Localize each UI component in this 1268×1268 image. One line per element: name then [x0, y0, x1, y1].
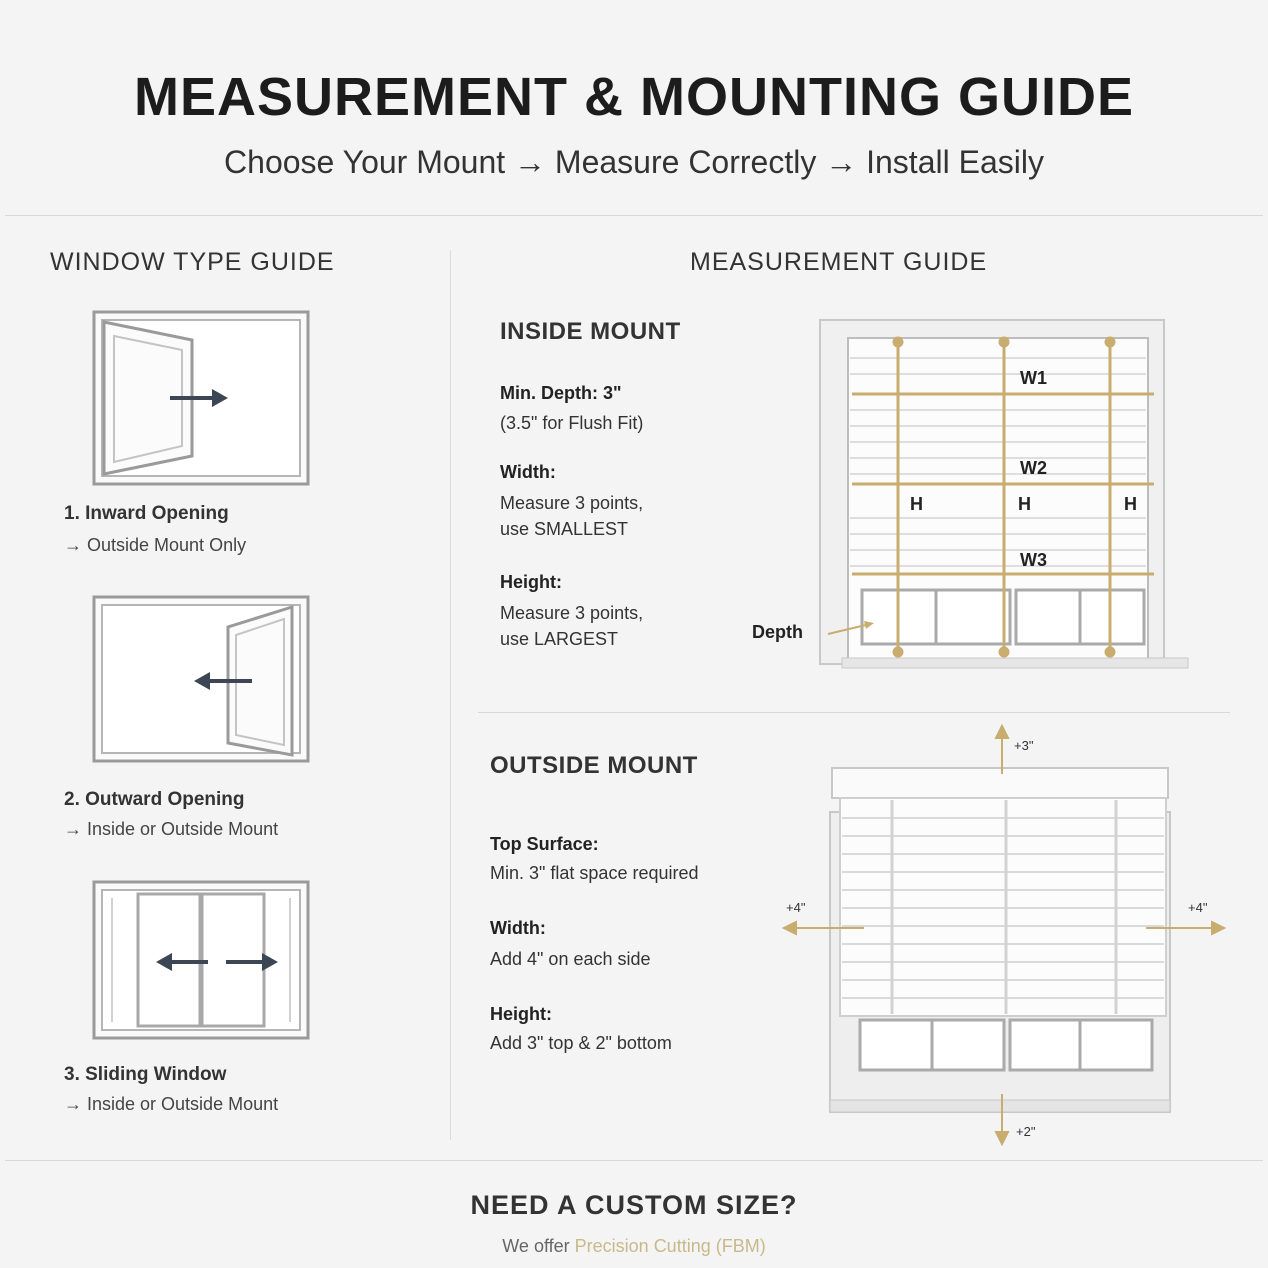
inward-window-icon	[92, 310, 310, 486]
custom-size-heading: NEED A CUSTOM SIZE?	[470, 1190, 798, 1220]
header-divider	[5, 215, 1263, 216]
inside-w1-label: W1	[1020, 368, 1047, 388]
depth-arrow-icon	[826, 618, 876, 638]
inside-height-line2: use LARGEST	[500, 629, 619, 649]
inside-w2-label: W2	[1020, 458, 1047, 478]
page-title: MEASUREMENT & MOUNTING GUIDE	[134, 67, 1134, 127]
inside-width-line2: use SMALLEST	[500, 519, 629, 539]
window-type-note-1: → Outside Mount Only	[64, 535, 247, 555]
inside-width-line1: Measure 3 points,	[500, 493, 644, 513]
inside-mount-heading: INSIDE MOUNT	[500, 318, 681, 345]
outward-window-icon	[92, 595, 310, 763]
outside-mount-heading: OUTSIDE MOUNT	[490, 752, 698, 779]
inside-width-label: Width:	[500, 462, 556, 482]
outside-top-dim: +3"	[1014, 738, 1034, 753]
window-type-label-2: 2. Outward Opening	[64, 789, 245, 810]
outside-top-label: Top Surface:	[490, 834, 599, 854]
outside-bottom-dim: +2"	[1016, 1124, 1036, 1139]
inside-h3-label: H	[1124, 494, 1137, 514]
inside-depth-label: Min. Depth: 3"	[500, 383, 622, 403]
inside-h1-label: H	[910, 494, 923, 514]
outside-width-text: Add 4" on each side	[490, 949, 651, 969]
measurement-guide-heading: MEASUREMENT GUIDE	[690, 248, 988, 276]
precision-cutting-link[interactable]: Precision Cutting (FBM)	[574, 1236, 766, 1256]
inside-depth-text: (3.5" for Flush Fit)	[500, 413, 644, 433]
inside-h2-label: H	[1018, 494, 1031, 514]
mount-divider	[478, 712, 1230, 713]
custom-size-prefix: We offer	[502, 1236, 570, 1256]
outside-height-label: Height:	[490, 1004, 552, 1024]
inside-depth-callout: Depth	[752, 622, 803, 642]
inside-w3-label: W3	[1020, 550, 1047, 570]
inside-height-label: Height:	[500, 572, 562, 592]
outside-mount-diagram	[780, 722, 1230, 1150]
window-type-label-1: 1. Inward Opening	[64, 503, 229, 524]
outside-width-label: Width:	[490, 918, 546, 938]
outside-right-dim: +4"	[1188, 900, 1208, 915]
window-type-heading: WINDOW TYPE GUIDE	[50, 248, 335, 276]
column-divider	[450, 250, 451, 1140]
window-type-note-2: → Inside or Outside Mount	[64, 819, 279, 839]
custom-size-text	[0, 1236, 1268, 1257]
window-type-note-3: → Inside or Outside Mount	[64, 1094, 279, 1114]
page-subtitle: Choose Your Mount → Measure Correctly → Install Easily	[224, 144, 1044, 180]
inside-height-line1: Measure 3 points,	[500, 603, 644, 623]
outside-height-text: Add 3" top & 2" bottom	[490, 1033, 672, 1053]
outside-left-dim: +4"	[786, 900, 806, 915]
outside-top-text: Min. 3" flat space required	[490, 863, 699, 883]
sliding-window-icon	[92, 880, 310, 1040]
footer-divider	[5, 1160, 1263, 1161]
window-type-label-3: 3. Sliding Window	[64, 1064, 227, 1085]
